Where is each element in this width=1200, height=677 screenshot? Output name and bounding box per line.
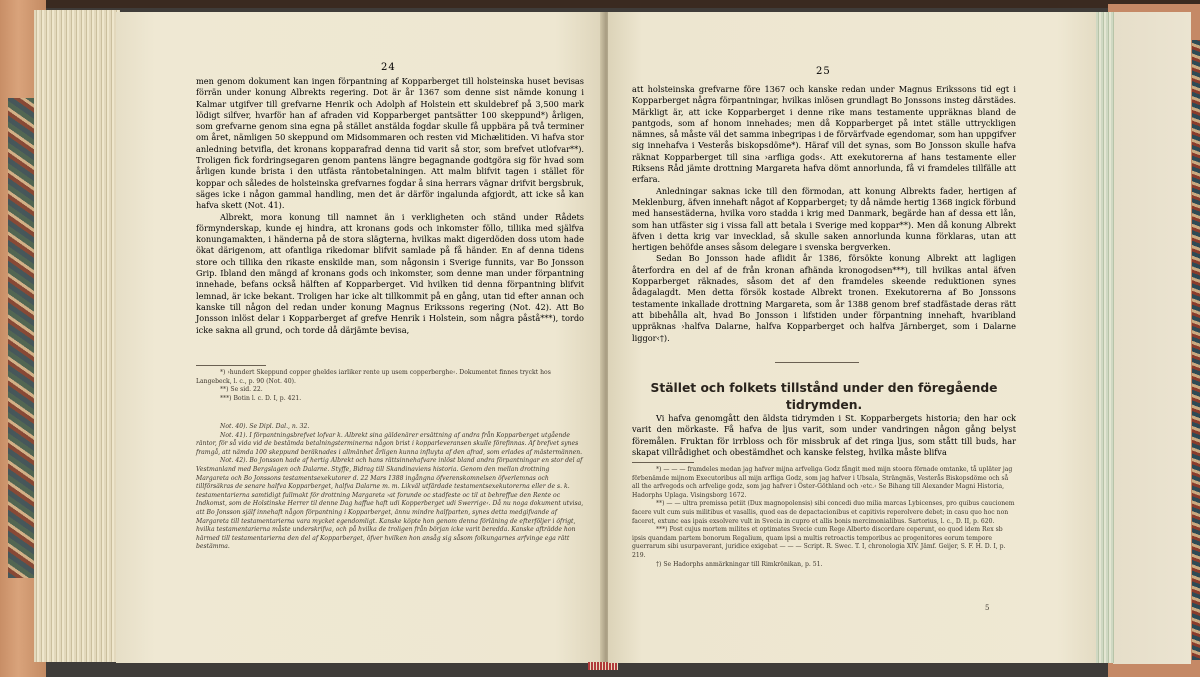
page-stack-right (1096, 12, 1114, 663)
left-footnote-3: ***) Botin l. c. D. I, p. 421. (220, 394, 302, 402)
left-paragraph-1: men genom dokument kan ingen förpantning af Kopparberget till holsteinska huset bevisas förrän under konung Albrekts regering. Dot är år 1367 som denne sist nämde konung i Kalmar utgifver till grefvarne Henrik och Adolph af Holstein ett skuldebref på 3,500 mark lödigt silfver, hvarför han af afraden vid Kopparberget pantsätter 100 skeppund*) årligen, som grefvarne genom sina egna på stället anstälda fogdar skulle få uppbära på två terminer om året, nämligen 50 skeppund om Midsommaren och resten vid Michælitiden. Vi hafva stor anledning betvifla, det kronans kopparafrad denna tid varit så stor, som brefvet utlofvar**). Troligen fick fordringsegaren genom pantens längre begagnande godtgöra sig för hvad som årligen kunde brista i den utfästa räntobetalningen. Att malm blifvit tagen i stället för koppar och således de holsteinska grefvarnes fogdar å sina herrars vägnar drifvit bergsbruk, säges icke i någon gammal handling, men det är därför ingalunda afgjordt, att icke så kan hafva skett (Not. 41). (196, 76, 584, 211)
note-40: Not. 40). Se Dipl. Dal., n. 32. (220, 423, 310, 430)
book-cover-top (0, 0, 1200, 8)
left-body-text (196, 76, 584, 336)
signature-mark: 5 (985, 604, 990, 612)
right-footnote-1: *) — — — framdeles medan jag hafver mijna arfveliga Godz fångit med mijn stoora förnade omtanke, tå upläter jag förbenämde mijnom Executoribus all mijn arfliga Godz, som jag hafver i Ubsala, Strängnäs, Vesterås Biskopsdöme och så all the arfvegods och arfvelige godz, som jag hafver i Öster-Göthland och ›etc.‹ Se Bihang till Alexander Magni Historia, Hadorphs Uplaga. Visingsborg 1672. (632, 466, 1013, 499)
right-paragraph-3: Sedan Bo Jonsson hade aflidit år 1386, försökte konung Albrekt att lagligen återfordra en del af de från kronan afhända kronogodsen***), till hvilkas antal äfven Kopparberget räknades, såsom det af den framdeles skeende reduktionen synes ådagalagdt. Men detta försök kostade Albrekt tronen. Exekutorerna af Bo Jonssons testamente inkallade drottning Margareta, som år 1388 genom bref stadfästade deras rätt att bibehålla alt, hvad Bo Jonsson i lifstiden under förpantning innehaft, hvaribland uppräknas ›halfva Dalarne, halfva Kopparberget och halfva Järnberget, som i Dalarne liggor‹†). (632, 253, 1016, 343)
left-footnote-1: *) ›hundert Skeppund copper gheldes iarliker rente up usem copperberghe‹. Dokumentet finnes tryckt hos Langebeck, l. c., p. 90 (Not. 40). (196, 369, 551, 385)
section-divider (775, 362, 859, 363)
footnote-rule-left (196, 365, 266, 366)
section-heading-line-1: Stället och folkets tillstånd under den föregående (650, 381, 998, 395)
right-footnote-3: ***) Post cujus mortem milites et optimates Svecie cum Rege Alberto discordare ceperunt, eo quod idem Rex sb ipsis quandam partem bonorum Regalium, quam ipsi a multis retroactis temporibus ac progenitores eorum tempore guerrarum sibi usurpaverant, juridice exigebat — — — Script. R. Swec. T. I, chronologia XIV. Jämf. Geijer, S. F. H. D. I, p. 219. (632, 526, 1006, 559)
right-footnote-4: †) Se Hadorphs anmärkningar till Rimkrönikan, p. 51. (656, 560, 823, 568)
right-paragraph-1: att holsteinska grefvarne före 1367 och kanske redan under Magnus Erikssons tid egt i Kopparberget några förpantningar, hvilkas inlösen grundlagt Bo Jonssons insteg därstädes. Märkligt är, att icke Kopparberget i denne rike mans testamente uppräknas bland de pantgods, som af honom innehades; men då Kopparberget på intet ställe uttryckligen nämnes, så måste väl det samma inbegripas i de förvärfvade egendomar, som han uppgifver sig innehafva i Vesterås biskopsdöme*). Häraf vill det synas, som Bo Jonsson skulle hafva räknat Kopparberget till sina ›arfliga gods‹. Att exekutorerna af hans testamente eller Riksens Råd jämte drottning Margareta hafva dömt annorlunda, få vi framdeles tillfälle att erfara. (632, 84, 1016, 185)
right-body-text (632, 84, 1016, 344)
left-notes (196, 423, 584, 552)
note-42: Not. 42). Bo Jonsson hade af hertig Albrekt och hans rättsinnehafvare inlöst bland andra förpantningar en stor del af Vestmanland med Bergslagen och Dalarne. Styffe, Bidrag till Skandinaviens historia. Genom den mellan drottning Margareta och Bo Jonssons testamentsexekutorer d. 22 Mars 1388 ingångna öfverenskomnelsen öfverlemnas och tillförsäkras de senare halfva Kopparberget, halfva Dalarne m. m. Likväl utfärdade testamentsexekutorerna eller de s. k. testamentarierna samtidigt fullmakt för drottning Margareta ›at forunde oc stadfeste oc til at behreffue den Rente oc Indkomst, som de Holstinske Herrer til denne Dag haffue haft udi Kopperberget udi Swerrige‹. Då nu noga dokument utvisa, att Bo Jonsson själf innehaft någon förpantning i Kopparberget, ännu mindre halfparten, synes detta medgifvande af Margareta till testamentarierna vara mycket egendomligt. Kanske köpte hon genom denna förläning de efterföljer i öfrigt, hvilka testamentarierna måste underskrifva, och på hvilka de troligen från början icke varit beredda. Kanske afträdde hon härmed till testamentarierna den del af Kopparberget, öfver hvilken hon ansåg sig såsom folkungarnes arfvinge ega rätt bestämma. (196, 457, 584, 551)
right-footnotes (632, 466, 1016, 569)
note-41: Not. 41). I förpantningsbrefvet lofvar k. Albrekt sina gäldenärer ersättning af andra från Kopparberget utgående räntor, för så vida vid de bestämda betalningsterminerna någon brist i kopparleveransen skulle förefinnas. Af brefvet synes framgå, att nämda 100 skeppund beräknades i allmänhet årligen kunna influyta af den afrad, som erlades af mästermännen. (196, 431, 583, 456)
right-paragraph-2: Anledningar saknas icke till den förmodan, att konung Albrekts fader, hertigen af Meklenburg, äfven innehaft något af Kopparberget; ty då nämde hertig 1368 ingick förbund med hansestäderna, hvilka voro stadda i krig med Danmark, begärde han af dessa ett lån, som han utfäster sig i vissa fall att betala i Sverige med koppar**). Men då konung Albrekt äfven i detta krig var invecklad, så skulle saken annorlunda kunna förklaras, utan att hertigen behöfde anses såsom delegare i svenska bergverken. (632, 185, 1016, 253)
marbled-edge-right (1192, 40, 1200, 660)
page-number-left: 24 (381, 62, 396, 73)
left-paragraph-2: Albrekt, mora konung till namnet än i verkligheten och ständ under Rådets förmynderskap, kunde ej hindra, att kronans gods och inkomster föllo, tillika med själfva konungamakten, i händerna på de stora slägterna, hvilkas makt digerdöden doss utom hade ökat därigenom, att ofantliga rikedomar blifvit samlade på få händer. En af denna tidens store och tillika den rikaste enskilde man, som någonsin i Sverige funnits, var Bo Jonsson Grip. Ibland den mängd af kronans gods och inkomster, som denne man under förpantning innehade, befans också hälften af Kopparberget. Vid hvilken tid denna förpantning blifvit lemnad, är icke bekant. Troligen har icke alt tillkommit på en gång, utan tid efter annan och kanske till någon del redan under konung Magnus Erikssons regering (Not. 42). Att Bo Jonsson inlöst delar i Kopparberget af grefve Henrik i Holstein, som några påstå***), tordo icke sakna all grund, och torde då därjämte bevisa, (196, 211, 584, 335)
bookmark-ribbon (588, 662, 618, 670)
section-paragraph: Vi hafva genomgått den äldsta tidrymden i St. Kopparbergets historia; den har ock varit den mörkaste. Få hafva de ljus varit, som under vandringen någon gång belyst föremålen. Fruktan för irrbloss och för missbruk af det ringa ljus, som stått till buds, har skapat villrådighet och obestämdhet och kanske felsteg, hvilka måste blifva (632, 413, 1016, 457)
page-stack-left (34, 10, 120, 662)
endpaper-right (1113, 12, 1191, 664)
footnote-rule-right (632, 462, 694, 463)
left-footnotes (196, 369, 584, 403)
left-footnote-2: **) Se sid. 22. (220, 386, 263, 394)
right-footnote-2: **) — — ultra premissa petiit (Dux magnopolensis) sibi concedi duo milia marcas Lybicenses, pro quibus caucionem facere vult cum suis militibus et vasallis, quod eas de depactacionibus et capitivis reperolvere debet; in casu quo hoc non faceret, extunc eas ipais exsolvere vult in Svecia in cupro et allis bonis mercimonialibus. Sartorius, l. c., D. II, p. 620. (632, 500, 1015, 525)
page-number-right: 25 (816, 66, 831, 77)
section-heading (632, 380, 1016, 414)
section-heading-line-2: tidrymden. (785, 398, 863, 412)
